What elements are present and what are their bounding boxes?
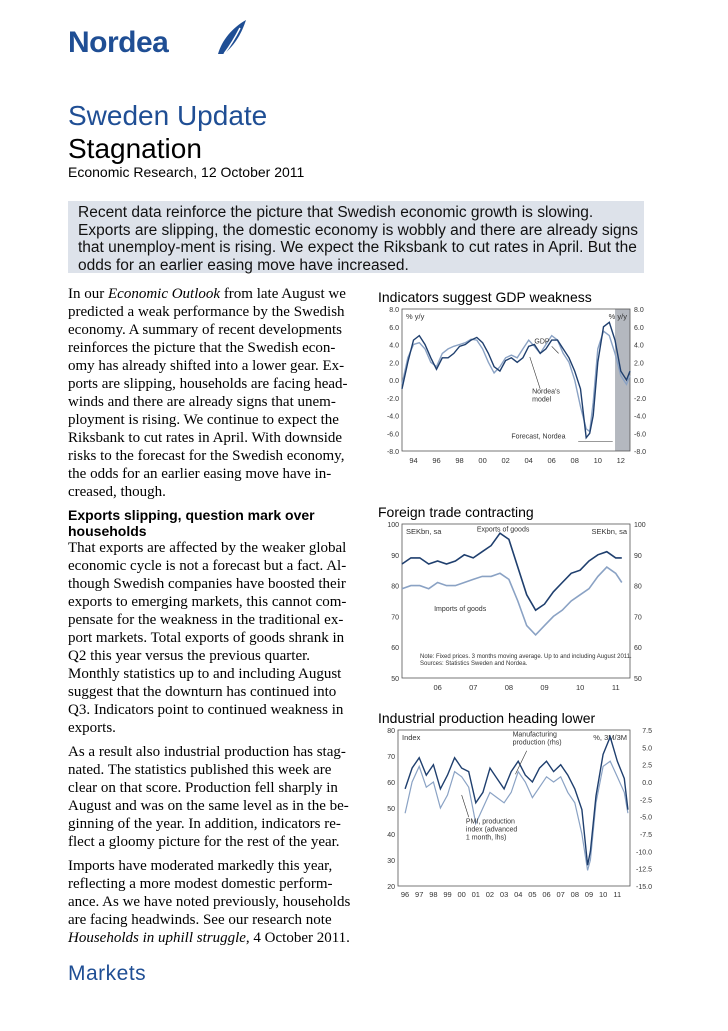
p1-text: In our — [68, 286, 108, 302]
page-subtitle: Stagnation — [68, 133, 202, 164]
y-tick-label: 30 — [387, 858, 395, 865]
y-tick-label: -4.0 — [386, 413, 399, 421]
y-tick-label: 0.0 — [389, 378, 399, 385]
y-axis-label-right: %, 3M/3M — [593, 733, 627, 742]
annotation-pointer — [552, 346, 559, 353]
y-tick-label: 6.0 — [389, 324, 399, 332]
y-tick-label: -8.0 — [386, 449, 399, 456]
p4-text-cont: , 4 October 2011. — [245, 930, 350, 946]
x-tick-label: 02 — [485, 890, 495, 899]
x-tick-label: 08 — [504, 683, 514, 692]
y-tick-label: -2.0 — [386, 395, 399, 403]
x-tick-label: 07 — [556, 890, 565, 899]
x-tick-label: 10 — [593, 456, 602, 465]
y-tick-label-right: 2.0 — [634, 360, 644, 368]
chart-title: Foreign trade contracting — [378, 504, 534, 520]
x-tick-label: 06 — [542, 890, 551, 899]
chart-title: Industrial production heading lower — [378, 710, 596, 726]
annotation-manufacturing: production (rhs) — [512, 739, 562, 747]
x-tick-label: 01 — [471, 890, 480, 899]
y-axis-label-right: % y/y — [608, 312, 627, 321]
annotation-model: Nordea's — [532, 388, 560, 396]
x-tick-label: 04 — [524, 456, 533, 465]
chart-trade-plot — [378, 520, 654, 702]
annotation-pmi: index (advanced — [465, 826, 518, 834]
y-tick-label: 80 — [391, 583, 399, 591]
y-tick-label-right: 50 — [634, 676, 642, 683]
y-tick-label: 50 — [391, 676, 399, 683]
y-tick-label-right: 4.0 — [634, 342, 644, 350]
body-column — [68, 285, 354, 953]
y-tick-label-right: -2.5 — [639, 797, 652, 805]
y-tick-label: 20 — [387, 884, 395, 891]
x-tick-label: 10 — [598, 890, 608, 899]
y-tick-label-right: -12.5 — [636, 866, 652, 874]
series-line — [402, 533, 622, 610]
x-tick-label: 08 — [570, 890, 580, 899]
y-tick-label-right: 5.0 — [642, 745, 652, 753]
annotation-manufacturing: Manufacturing — [512, 731, 557, 739]
paragraph-1 — [68, 285, 354, 501]
y-axis-label: Index — [402, 733, 421, 742]
y-tick-label-right: -4.0 — [634, 413, 647, 421]
y-tick-label-right: -8.0 — [634, 449, 647, 456]
x-tick-label: 12 — [616, 456, 625, 465]
p4-text: Imports have moderated markedly this year, reflecting a more modest domestic perform-ance. As we have noted previously, households are facing headwinds. See our research note — [68, 858, 351, 928]
x-tick-label: 00 — [478, 456, 487, 465]
y-axis-label-right: SEKbn, sa — [591, 527, 627, 536]
y-tick-label: 90 — [391, 552, 399, 560]
x-tick-label: 98 — [429, 890, 438, 899]
x-tick-label: 04 — [514, 890, 523, 899]
y-tick-label-right: 70 — [634, 614, 642, 622]
y-axis-label: SEKbn, sa — [406, 527, 442, 536]
x-tick-label: 09 — [540, 683, 549, 692]
x-tick-label: 05 — [528, 890, 537, 899]
annotation-imports: Imports of goods — [434, 605, 487, 613]
y-tick-label: 80 — [387, 728, 395, 735]
y-tick-label-right: 0.0 — [634, 378, 644, 385]
annotation-model: model — [532, 396, 552, 404]
y-tick-label: 40 — [387, 832, 395, 839]
y-axis-label: % y/y — [406, 312, 425, 321]
paragraph-2: That exports are affected by the weaker global economic cycle is not a forecast but a fact. Al-though Swedish companies have boosted their exports to emerging markets, this cannot com-pensate for the weakness in the traditional ex-port markets. Total exports of goods shrank in Q2 this year versus the previous quarter. Monthly statistics up to and including August suggest that the downturn has continued into Q3. Indicators point to continued weakness in exports. — [68, 540, 347, 736]
annotation-gdp: GDP — [534, 338, 550, 346]
x-tick-label: 99 — [443, 890, 452, 899]
x-tick-label: 02 — [501, 456, 510, 465]
y-tick-label: 4.0 — [389, 342, 399, 350]
y-tick-label-right: 0.0 — [642, 780, 652, 787]
series-line — [402, 567, 622, 635]
y-tick-label: 70 — [387, 754, 395, 761]
summary-box: Recent data reinforce the picture that Swedish economic growth is slowing. Exports are slipping, the domestic economy is wobbly and there are already signs that unemploy-ment is rising. We expect the Riksbank to cut rates in April. But the odds for an earlier easing move have increased. — [68, 201, 644, 273]
logo-wordmark: Nordea — [68, 26, 169, 59]
chart-note: Note: Fixed prices. 3 months moving average. Up to and including August 2011. — [420, 653, 632, 660]
chart-industrial-plot — [378, 726, 654, 908]
paragraph-4 — [68, 857, 354, 947]
x-tick-label: 08 — [570, 456, 579, 465]
x-tick-label: 98 — [455, 456, 464, 465]
y-tick-label-right: -2.0 — [634, 395, 647, 403]
y-tick-label-right: 80 — [634, 583, 642, 591]
publication-meta: Economic Research, 12 October 2011 — [68, 164, 305, 180]
x-tick-label: 96 — [400, 890, 410, 899]
x-tick-label: 06 — [547, 456, 556, 465]
annotation-pmi: 1 month, lhs) — [465, 834, 507, 842]
x-tick-label: 09 — [584, 890, 594, 899]
x-tick-label: 97 — [415, 890, 424, 899]
x-tick-label: 00 — [457, 890, 466, 899]
y-tick-label-right: -15.0 — [636, 884, 652, 891]
annotation-pointer — [462, 795, 469, 817]
y-tick-label: 50 — [387, 806, 395, 813]
x-tick-label: 11 — [611, 683, 620, 692]
y-tick-label-right: 100 — [634, 522, 646, 529]
annotation-pointer — [530, 357, 540, 389]
chart-title: Indicators suggest GDP weakness — [378, 289, 592, 305]
series-line — [402, 322, 630, 437]
chart-industrial — [378, 710, 654, 908]
page-title: Sweden Update — [68, 100, 268, 131]
p1-text-cont: from late August we predicted a weak performance by the Swedish economy. A summary of recent developments reinforces the picture that the Swedish econ-omy has already shifted into a lower gear. Ex-ports are slipping, households are facing head-winds and there are already signs that unem-ployment is rising. We continue to expect the Riksbank to cut rates in April. With downside risks to the forecast for the Swedish economy, the odds for an earlier easing move have in-creased, though. — [68, 286, 348, 500]
annotation-pmi: PMI, production — [465, 818, 515, 826]
y-tick-label-right: -5.0 — [639, 814, 652, 822]
y-tick-label: 60 — [391, 645, 399, 653]
chart-note: Sources: Statistics Sweden and Nordea. — [420, 660, 528, 667]
y-tick-label-right: 6.0 — [634, 324, 644, 332]
x-tick-label: 94 — [409, 456, 418, 465]
footer-markets: Markets — [68, 962, 147, 985]
y-tick-label-right: -7.5 — [639, 832, 652, 839]
x-tick-label: 11 — [613, 890, 622, 899]
sail-logo-icon — [214, 18, 248, 56]
chart-gdp — [378, 289, 654, 475]
chart-trade — [378, 504, 654, 702]
annotation-exports: Exports of goods — [476, 526, 530, 534]
y-tick-label: 100 — [387, 522, 399, 529]
chart-gdp-plot — [378, 305, 654, 475]
y-tick-label-right: 8.0 — [634, 307, 644, 314]
x-tick-label: 96 — [432, 456, 441, 465]
y-tick-label-right: 90 — [634, 552, 642, 560]
y-tick-label: 2.0 — [389, 360, 399, 368]
y-tick-label-right: -10.0 — [636, 849, 652, 857]
paragraph-3: As a result also industrial production has stag-nated. The statistics published this week are clear on that score. Production fell sharply in August and was on the same level as in the be-ginning of the year. In addition, indicators re-flect a gloomy picture for the rest of the year. — [68, 744, 349, 850]
y-tick-label: 70 — [391, 614, 399, 622]
x-tick-label: 03 — [499, 890, 509, 899]
y-tick-label: 8.0 — [389, 307, 399, 314]
annotation-forecast: Forecast, Nordea — [511, 433, 566, 441]
y-tick-label: -6.0 — [386, 431, 399, 439]
y-tick-label-right: 60 — [634, 645, 642, 653]
x-tick-label: 07 — [469, 683, 478, 692]
y-tick-label-right: 2.5 — [642, 762, 652, 770]
section-heading: Exports slipping, question mark over households — [68, 507, 315, 539]
nordea-logo — [68, 22, 248, 62]
x-tick-label: 10 — [575, 683, 585, 692]
x-tick-label: 06 — [433, 683, 442, 692]
y-tick-label-right: 7.5 — [642, 728, 652, 735]
y-tick-label: 60 — [387, 780, 395, 787]
y-tick-label-right: -6.0 — [634, 431, 647, 439]
economic-outlook-ref: Economic Outlook — [108, 286, 221, 302]
research-note-ref: Households in uphill struggle — [68, 930, 246, 946]
